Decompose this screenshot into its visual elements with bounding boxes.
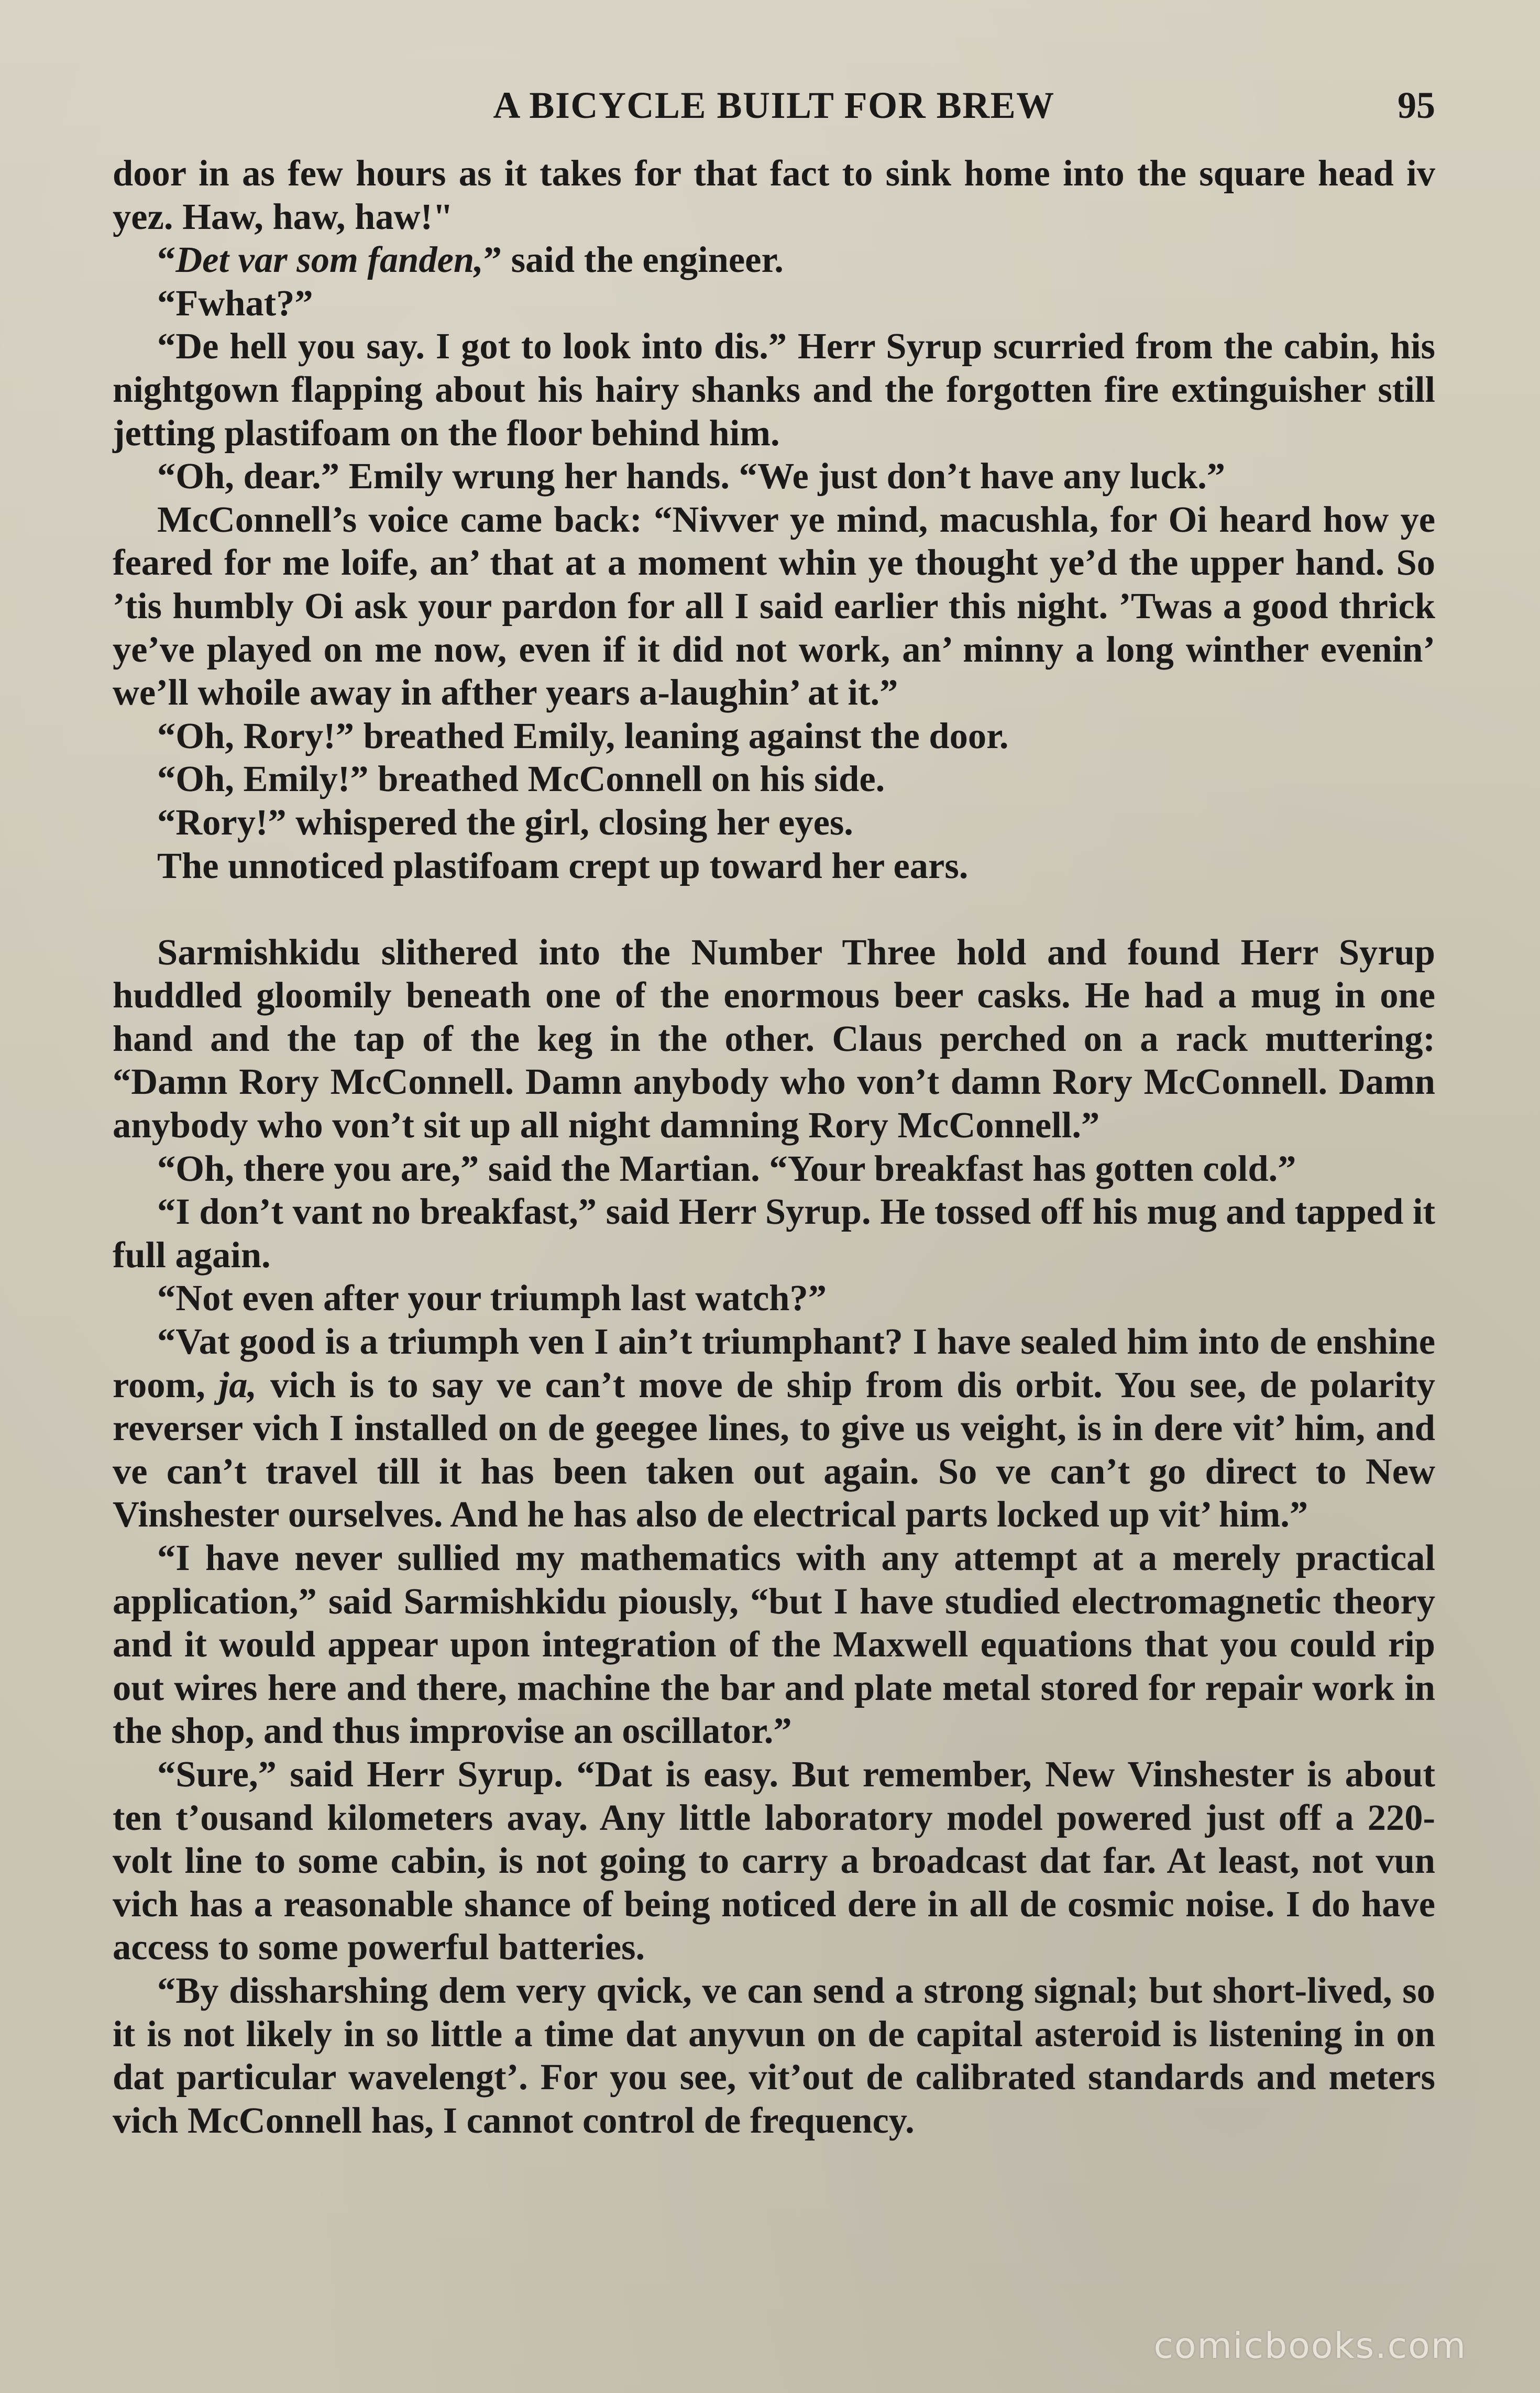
paragraph-close-text: ” said the engineer.	[483, 239, 784, 281]
paragraph: “Oh, dear.” Emily wrung her hands. “We just don’t have any luck.”	[157, 456, 1225, 497]
paragraph: “I have never sullied my mathematics with any attempt at a merely practical application,” said Sarmishkidu piously, “but I have studied electromagnetic theory and it would appear upon integration of the Maxwell equations that you could rip out wires here and there, machine the bar and plate metal stored for repair work in the shop, and thus improvise an oscillator.”	[113, 1538, 1435, 1752]
paragraph: “Sure,” said Herr Syrup. “Dat is easy. But remember, New Vinshester is about ten t’ousand kilometers avay. Any little laboratory model powered just off a 220-volt line to some cabin, is not going to carry a broadcast dat far. At least, not vun vich has a reasonable shance of being noticed dere in all de cosmic noise. I do have access to some powerful batteries.	[113, 1753, 1435, 1968]
paragraph: door in as few hours as it takes for that fact to sink home into the square head iv yez. Haw, haw, haw!"	[113, 153, 1435, 237]
body-text	[113, 152, 1435, 2142]
paragraph: “Oh, Emily!” breathed McConnell on his side.	[157, 759, 885, 800]
paragraph	[113, 1320, 1435, 1536]
paragraph: McConnell’s voice came back: “Nivver ye mind, macushla, for Oi heard how ye feared for me loife, an’ that at a moment whin ye thought ye’d the upper hand. So ’tis humbly Oi ask your pardon for all I said earlier this night. ’Twas a good thrick ye’ve played on me now, even if it did not work, an’ minny a long winther evenin’ we’ll whoile away in afther years a-laughin’ at it.”	[113, 499, 1435, 713]
paragraph	[113, 238, 1435, 282]
running-head	[113, 84, 1435, 136]
paragraph-open-text: “	[157, 239, 176, 281]
paragraph: “Rory!” whispered the girl, closing her eyes.	[157, 802, 853, 843]
italic-phrase: Det var som fanden,	[175, 239, 483, 281]
page-number: 95	[1398, 84, 1435, 126]
paragraph-close-text: vich is to say ve can’t move de ship from dis orbit. You see, de polarity reverser vich I installed on de geegee lines, to give us veight, is in dere vit’ him, and ve can’t travel till it has been taken out again. So ve can’t go direct to New Vinshester ourselves. And he has also de electrical parts locked up vit’ him.”	[113, 1364, 1435, 1535]
paragraph: “Oh, there you are,” said the Martian. “Your breakfast has gotten cold.”	[157, 1148, 1296, 1189]
paragraph: The unnoticed plastifoam crept up toward her ears.	[157, 845, 969, 886]
italic-phrase: ja,	[218, 1364, 257, 1406]
section-start-paragraph: Sarmishkidu slithered into the Number Three hold and found Herr Syrup huddled gloomily beneath one of the enormous beer casks. He had a mug in one hand and the tap of the keg in the other. Claus perched on a rack muttering: “Damn Rory McConnell. Damn anybody who von’t damn Rory McConnell. Damn anybody who von’t sit up all night damning Rory McConnell.”	[113, 931, 1435, 1146]
paragraph-open-text: “Vat good is a triumph ven I ain’t triumphant? I have sealed him into de enshine room,	[113, 1321, 1435, 1406]
paragraph: “I don’t vant no breakfast,” said Herr Syrup. He tossed off his mug and tapped it full again.	[113, 1191, 1435, 1276]
paragraph: “Oh, Rory!” breathed Emily, leaning against the door.	[157, 715, 1009, 756]
running-title: A BICYCLE BUILT FOR BREW	[493, 84, 1055, 126]
paragraph: “Fwhat?”	[157, 282, 313, 324]
paragraph: “Not even after your triumph last watch?”	[157, 1278, 827, 1319]
paragraph: “By dissharshing dem very qvick, ve can send a strong signal; but short-lived, so it is not likely in so little a time dat anyvun on de capital asteroid is listening in on dat particular wavelengt’. For you see, vit’out de calibrated standards and meters vich McConnell has, I cannot control de frequency.	[113, 1970, 1435, 2141]
watermark: comicbooks.com	[1153, 2325, 1467, 2367]
paragraph: “De hell you say. I got to look into dis.” Herr Syrup scurried from the cabin, his nightgown flapping about his hairy shanks and the forgotten fire extinguisher still jetting plastifoam on the floor behind him.	[113, 326, 1435, 454]
